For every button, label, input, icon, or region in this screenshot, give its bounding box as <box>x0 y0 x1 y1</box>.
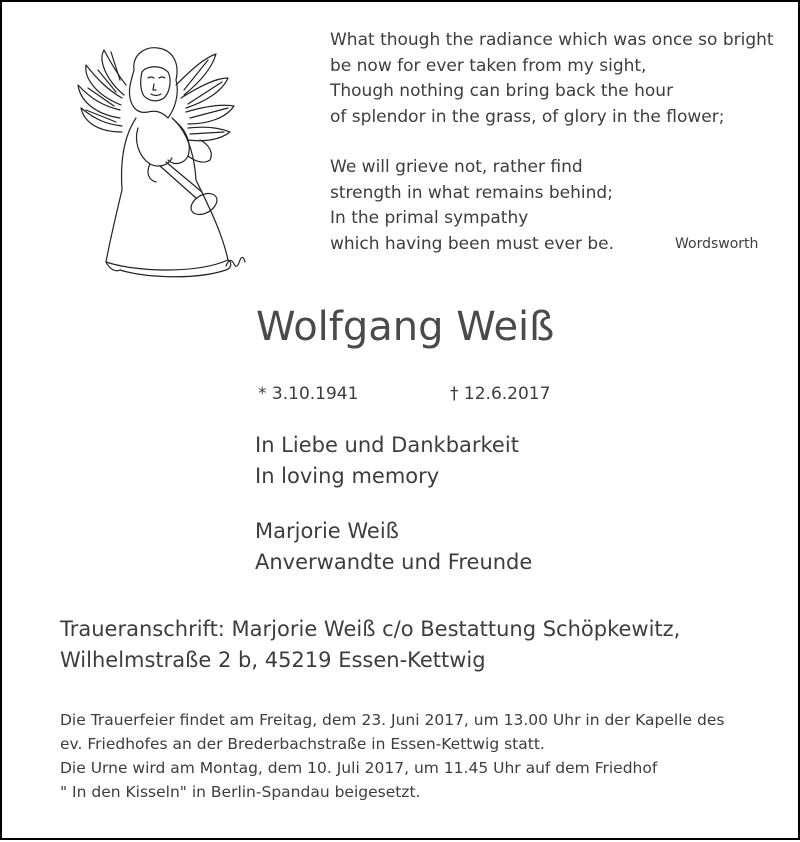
poem-line: of splendor in the grass, of glory in the flower; <box>330 106 725 127</box>
service-line: ev. Friedhofes an der Brederbachstraße in Essen-Kettwig statt. <box>60 735 545 753</box>
death-date: † 12.6.2017 <box>450 384 551 404</box>
poem-line: What though the radiance which was once so bright <box>330 30 774 50</box>
address-line: Traueranschrift: Marjorie Weiß c/o Bestattung Schöpkewitz, <box>60 617 681 641</box>
dedication-line: In Liebe und Dankbarkeit <box>255 433 519 457</box>
service-details <box>60 708 724 804</box>
service-line: Die Urne wird am Montag, dem 10. Juli 2017, um 11.45 Uhr auf dem Friedhof <box>60 759 658 777</box>
angel-trumpet-icon <box>76 40 251 280</box>
mourner-line: Anverwandte und Freunde <box>255 550 533 574</box>
mourner-line: Marjorie Weiß <box>255 519 399 543</box>
mourning-address <box>60 614 680 676</box>
poem-line: We will grieve not, rather find <box>330 157 583 177</box>
dedication <box>255 430 519 492</box>
birth-date: * 3.10.1941 <box>258 384 359 404</box>
deceased-name: Wolfgang Weiß <box>256 304 555 350</box>
dedication-line: In loving memory <box>255 464 440 488</box>
poem-line: be now for ever taken from my sight, <box>330 55 647 76</box>
service-line: Die Trauerfeier findet am Freitag, dem 23. Juni 2017, um 13.00 Uhr in der Kapelle des <box>60 711 725 729</box>
poem-line: In the primal sympathy <box>330 208 529 228</box>
service-line: " In den Kisseln" in Berlin-Spandau beigesetzt. <box>60 783 421 801</box>
address-line: Wilhelmstraße 2 b, 45219 Essen-Kettwig <box>60 648 486 672</box>
poem-line: Though nothing can bring back the hour <box>330 81 674 101</box>
poem-line: strength in what remains behind; <box>330 182 613 203</box>
mourners <box>255 516 532 578</box>
poem-author: Wordsworth <box>675 236 759 252</box>
poem-stanza-1 <box>330 28 774 130</box>
poem-line: which having been must ever be. <box>330 233 615 254</box>
